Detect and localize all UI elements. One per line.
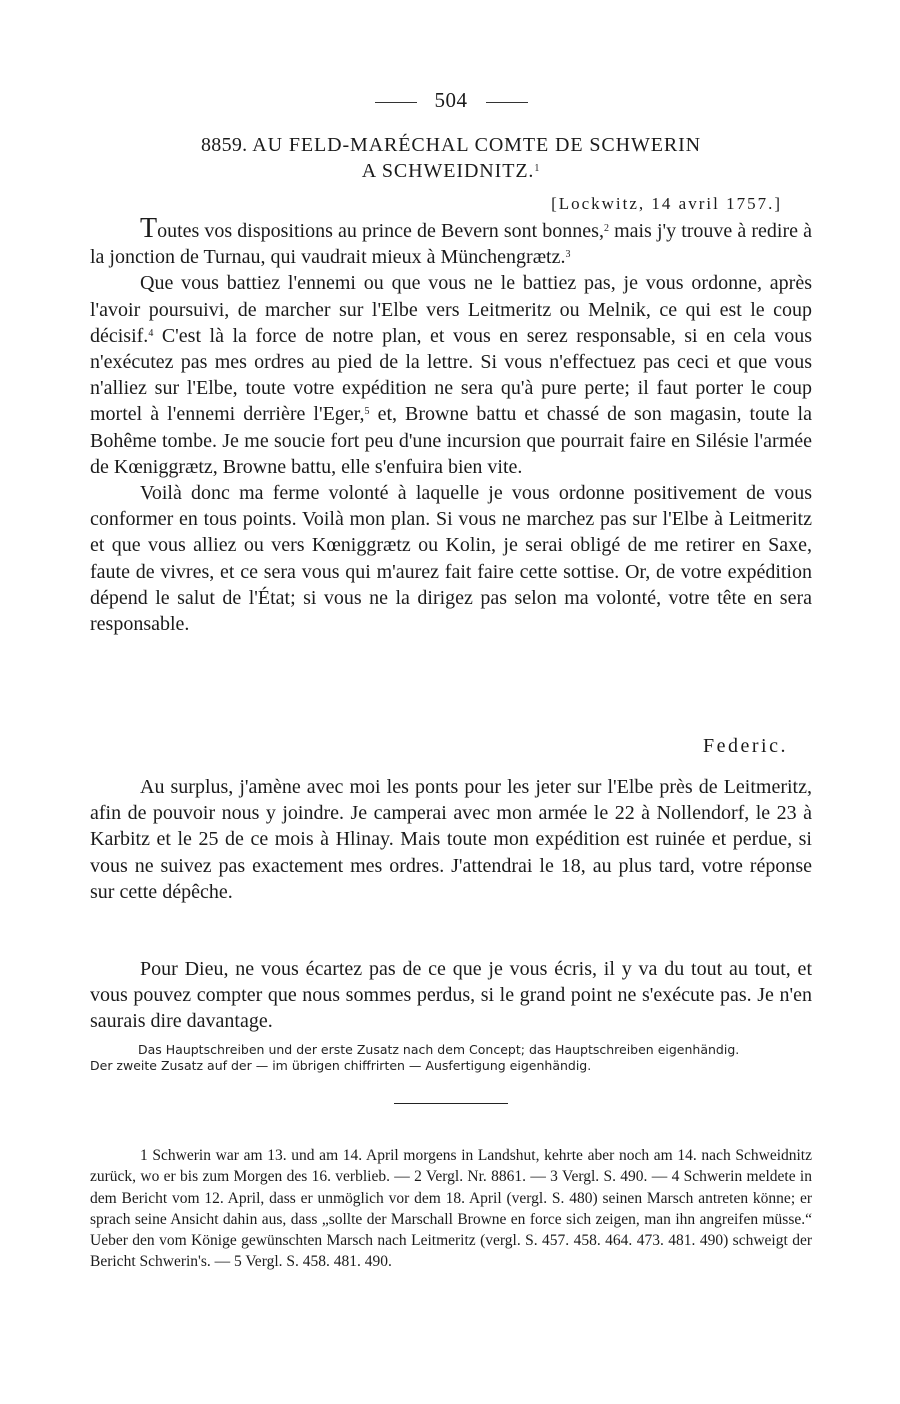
- paragraph-2-text-a: Que vous battiez l'ennemi ou que vous ne le battiez pas, je vous ordonne, après l'avoir poursuivi, de marcher sur l'Elbe vers Leitmeritz ou Melnik, ce qui est le coup décisif.: [90, 272, 812, 347]
- footnote-ref-2: 2: [603, 223, 609, 234]
- paragraph-1-text-b: mais j'y trouve à redire à la jonction de Turnau, qui vaudrait mieux à Münchengrætz.: [90, 220, 812, 269]
- postscript-2-block: [90, 956, 812, 1035]
- paragraph-2-text-b: C'est là la force de notre plan, et vous en serez responsable, si en cela vous n'exécutez pas mes ordres au pied de la lettre. Si vous n'effectuez pas ceci et que vous n'alliez sur l'Elbe, toute votre expédition ne sera qu'à pure perte; il faut porter le coup mortel à l'ennemi derrière l'Eger,: [90, 324, 812, 426]
- letter-title: [90, 132, 812, 184]
- footnotes-text: 1 Schwerin war am 13. und am 14. April morgens in Landshut, kehrte aber noch am 14. nach Schweidnitz zurück, wo er bis zum Morgen des 16. verblieb. — 2 Vergl. Nr. 8861. — 3 Vergl. S. 490. — 4 Schwerin meldete in dem Bericht vom 12. April, dass er unmöglich vor dem 18. April (vergl. S. 480) seinen Marsch antreten könne; er sprach seine Ansicht dahin aus, dass „sollte der Marschall Browne en force sich zeigen, man ihn angreifen müsse.“ Ueber den vom Könige gewünschten Marsch nach Leitmeritz (vergl. S. 457. 458. 464. 473. 481. 490) schweigt der Bericht Schwerin's. — 5 Vergl. S. 458. 481. 490.: [90, 1147, 812, 1271]
- postscript-2: Pour Dieu, ne vous écartez pas de ce que je vous écris, il y va du tout au tout, et vous pouvez compter que nous sommes perdus, si le grand point ne s'exécute pas. Je n'en saurais dire davantage.: [90, 958, 812, 1033]
- header-dash-right: [486, 102, 528, 103]
- paragraph-3: Voilà donc ma ferme volonté à laquelle je vous ordonne positivement de vous conformer en tous points. Voilà mon plan. Si vous ne marchez pas sur l'Elbe à Leitmeritz et que vous alliez ou vers Kœniggrætz ou Kolin, je serai obligé de me retirer en Saxe, faute de vivres, et ce sera vous qui m'aurez fait faire cette sottise. Or, de votre expédition dépend le salut de l'État; si vous ne la dirigez pas selon ma volonté, votre tête en sera responsable.: [90, 482, 812, 636]
- letter-number: 8859.: [200, 134, 248, 156]
- dateline: [Lockwitz, 14 avril 1757.]: [551, 194, 782, 213]
- drop-cap: T: [140, 213, 158, 244]
- footnote-ref-3: 3: [565, 249, 571, 261]
- paragraph-1: [90, 213, 812, 270]
- page-number: 504: [434, 88, 468, 112]
- header-dash-left: [375, 102, 417, 103]
- source-note-line-2: Der zweite Zusatz auf der — im übrigen chiffrirten — Ausfertigung eigenhändig.: [90, 1058, 592, 1073]
- page-header: [90, 88, 812, 113]
- footnote-ref-5: 5: [364, 406, 370, 418]
- footnotes: [90, 1145, 812, 1273]
- postscript-1-block: [90, 774, 812, 905]
- source-note: [90, 1042, 812, 1074]
- signature: Federic.: [703, 735, 788, 757]
- title-line-2: [90, 158, 812, 184]
- paragraph-2-text-c: et, Browne battu et chassé de son magasin, toute la Bohême tombe. Je me soucie fort peu d'une incursion que pourrait faire en Silésie l'armée de Kœniggrætz, Browne battu, elle s'enfuira bien vite.: [90, 403, 812, 478]
- footnote-separator: [394, 1103, 508, 1104]
- source-note-line-1: Das Hauptschreiben und der erste Zusatz nach dem Concept; das Hauptschreiben eigenhändig.: [138, 1042, 740, 1057]
- title-footnote-ref: 1: [534, 163, 541, 174]
- title-line-1: [90, 132, 812, 158]
- letter-body: [90, 213, 812, 637]
- paragraph-1-text-a: outes vos dispositions au prince de Bevern sont bonnes,: [157, 220, 604, 242]
- title-addressee: AU FELD-MARÉCHAL COMTE DE SCHWERIN: [252, 134, 702, 156]
- footnote-ref-4: 4: [148, 327, 154, 339]
- postscript-1: Au surplus, j'amène avec moi les ponts pour les jeter sur l'Elbe près de Leitmeritz, afin de pouvoir nous y joindre. Je camperai avec mon armée le 22 à Nollendorf, le 23 à Karbitz et le 25 de ce mois à Hlinay. Mais toute mon expédition est ruinée et perdue, si vous ne suivez pas exactement mes ordres. J'attendrai le 18, au plus tard, votre réponse sur cette dépêche.: [90, 776, 812, 903]
- paragraph-2: [90, 270, 812, 480]
- title-place: A SCHWEIDNITZ.: [361, 160, 535, 182]
